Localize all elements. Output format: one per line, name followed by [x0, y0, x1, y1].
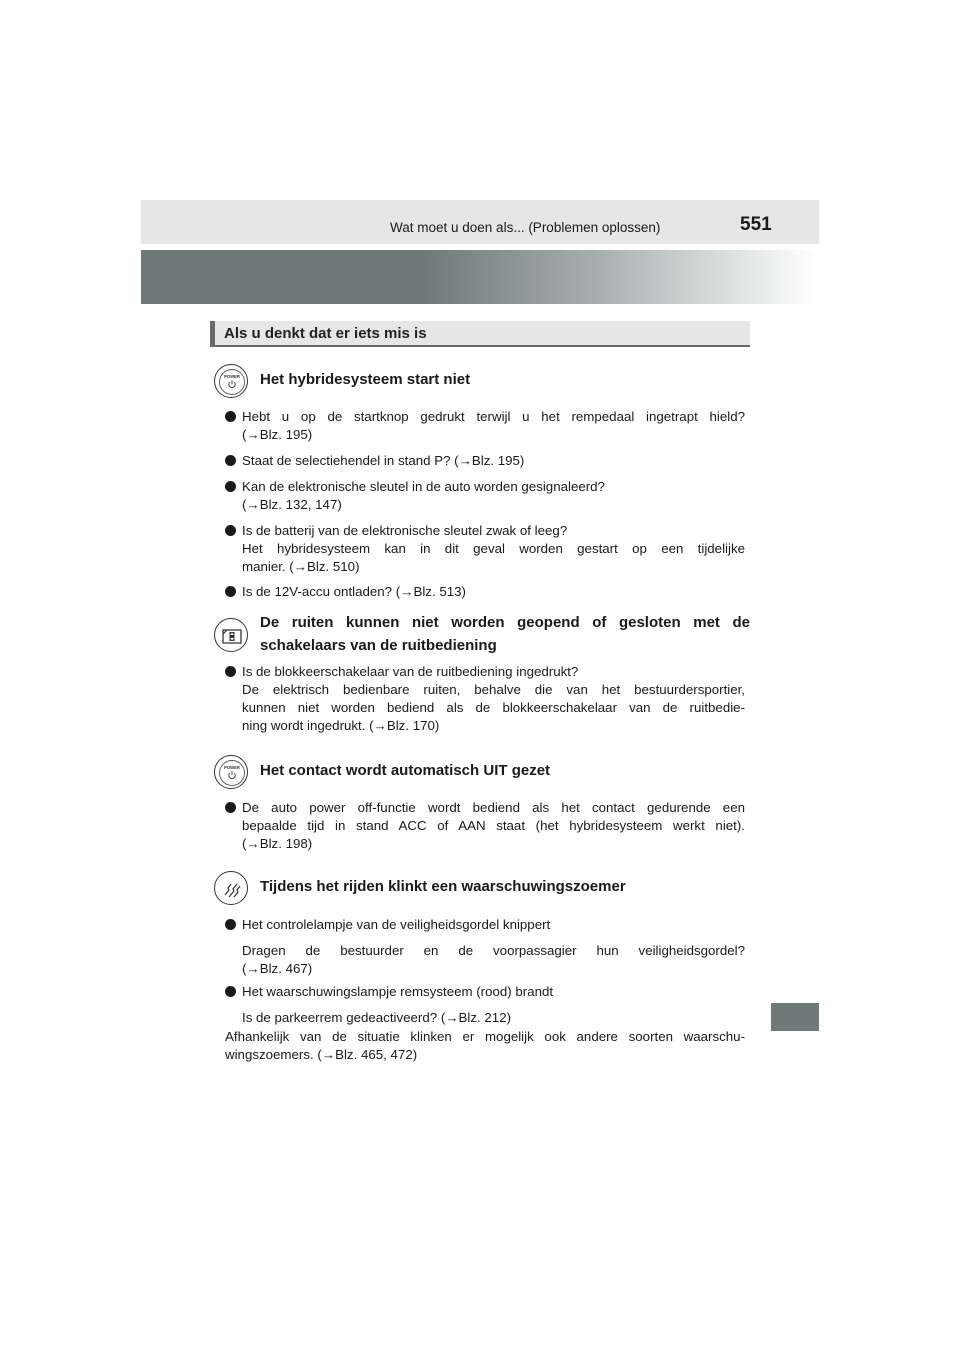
window-switch-icon [214, 618, 248, 652]
item-subline: Dragen de bestuurder en de voorpassagier hun veiligheidsgordel? [242, 943, 745, 958]
item-subline: Is de parkeerrem gedeactiveerd? (→Blz. 212) [242, 1010, 512, 1025]
list-item [225, 583, 745, 601]
topic-title-line: Het contact wordt automatisch UIT gezet [260, 762, 551, 779]
bullet-icon [225, 481, 236, 492]
chapter-band [141, 250, 819, 304]
item-line: Is de 12V-accu ontladen? (→Blz. 513) [242, 584, 466, 599]
power-button-icon [214, 364, 248, 398]
item-line: De auto power off-functie wordt bediend als het contact gedurende een [242, 800, 745, 815]
topic-title-line: Tijdens het rijden klinkt een waarschuwingszoemer [260, 878, 626, 895]
item-line: Het controlelampje van de veiligheidsgordel knippert [242, 917, 551, 932]
bullet-icon [225, 455, 236, 466]
list-item [225, 522, 745, 576]
bullet-icon [225, 586, 236, 597]
chapter-side-tab [771, 1003, 819, 1031]
item-line: (→Blz. 195) [242, 427, 313, 442]
chapter-title: Wat moet u doen als... (Problemen oplossen) [390, 220, 661, 235]
topic-title-line: Het hybridesysteem start niet [260, 371, 471, 388]
item-line: Is de batterij van de elektronische sleutel zwak of leeg? [242, 523, 568, 538]
warning-buzzer-icon [214, 871, 248, 905]
list-item [225, 408, 745, 444]
list-item [225, 799, 745, 853]
item-subline: (→Blz. 467) [242, 961, 313, 976]
list-item [225, 983, 745, 1027]
item-line: ning wordt ingedrukt. (→Blz. 170) [242, 718, 440, 733]
list-item [225, 452, 745, 470]
page-number: 551 [740, 214, 772, 235]
list-item [225, 478, 745, 514]
item-line: Staat de selectiehendel in stand P? (→Blz. 195) [242, 453, 525, 468]
list-item [225, 663, 745, 735]
topic-title [260, 759, 750, 782]
item-line: De elektrisch bedienbare ruiten, behalve die van het bestuurdersportier, [242, 682, 745, 697]
power-button-icon [214, 755, 248, 789]
item-line: kunnen niet worden bediend als de blokkeerschakelaar van de ruitbedie- [242, 700, 745, 715]
bullet-icon [225, 525, 236, 536]
item-line: Hebt u op de startknop gedrukt terwijl u het rempedaal ingetrapt hield? [242, 409, 745, 424]
item-line: manier. (→Blz. 510) [242, 559, 360, 574]
power-label: POWER [224, 374, 240, 379]
item-line: Het waarschuwingslampje remsysteem (rood) brandt [242, 984, 554, 999]
item-line: (→Blz. 198) [242, 836, 313, 851]
section-heading [210, 321, 750, 347]
topic-title-line: De ruiten kunnen niet worden geopend of gesloten met de [260, 614, 750, 631]
item-line: bepaalde tijd in stand ACC of AAN staat (het hybridesysteem werkt niet). [242, 818, 745, 833]
power-label: POWER [224, 765, 240, 770]
section-title: Als u denkt dat er iets mis is [224, 325, 427, 342]
bullet-icon [225, 919, 236, 930]
bullet-icon [225, 411, 236, 422]
closing-line: Afhankelijk van de situatie klinken er mogelijk ook andere soorten waarschu- [225, 1029, 745, 1044]
closing-line: wingszoemers. (→Blz. 465, 472) [225, 1047, 418, 1062]
item-line: Het hybridesysteem kan in dit geval worden gestart op een tijdelijke [242, 541, 745, 556]
item-line: Is de blokkeerschakelaar van de ruitbediening ingedrukt? [242, 664, 579, 679]
bullet-icon [225, 986, 236, 997]
topic-title [260, 875, 750, 898]
bullet-icon [225, 802, 236, 813]
item-line: Kan de elektronische sleutel in de auto worden gesignaleerd? [242, 479, 605, 494]
topic-title-line: schakelaars van de ruitbediening [260, 637, 497, 654]
list-item [225, 916, 745, 978]
item-line: (→Blz. 132, 147) [242, 497, 342, 512]
closing-note [225, 1028, 745, 1064]
topic-title [260, 611, 750, 657]
topic-title [260, 368, 750, 391]
bullet-icon [225, 666, 236, 677]
